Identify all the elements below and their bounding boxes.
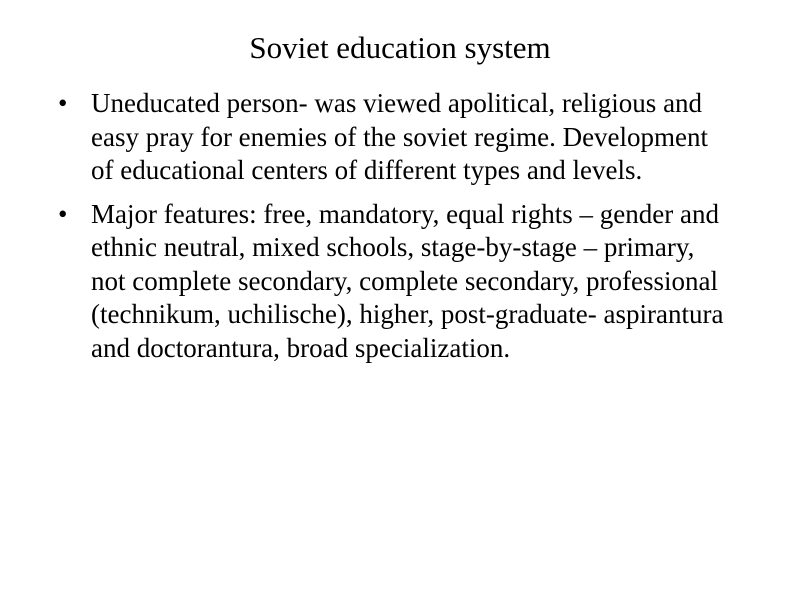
bullet-list [58, 87, 728, 375]
bullet-marker: • [58, 198, 68, 229]
bullet-marker: • [58, 88, 68, 118]
bullet-text: Uneducated person- was viewed apolitical, religious and easy pray for enemies of the soviet regime. Development of educational centers of different types and levels. [91, 88, 709, 185]
slide-title: Soviet education system [249, 30, 551, 65]
bullet-item [58, 198, 728, 366]
bullet-text: Major features: free, mandatory, equal rights – gender and ethnic neutral, mixed schools, stage-by-stage – primary, not complete secondary, complete secondary, professional (technikum, uchilische), higher, post-graduate- aspirantura and doctorantura, broad specialization. [91, 198, 724, 363]
bullet-item [58, 87, 728, 188]
